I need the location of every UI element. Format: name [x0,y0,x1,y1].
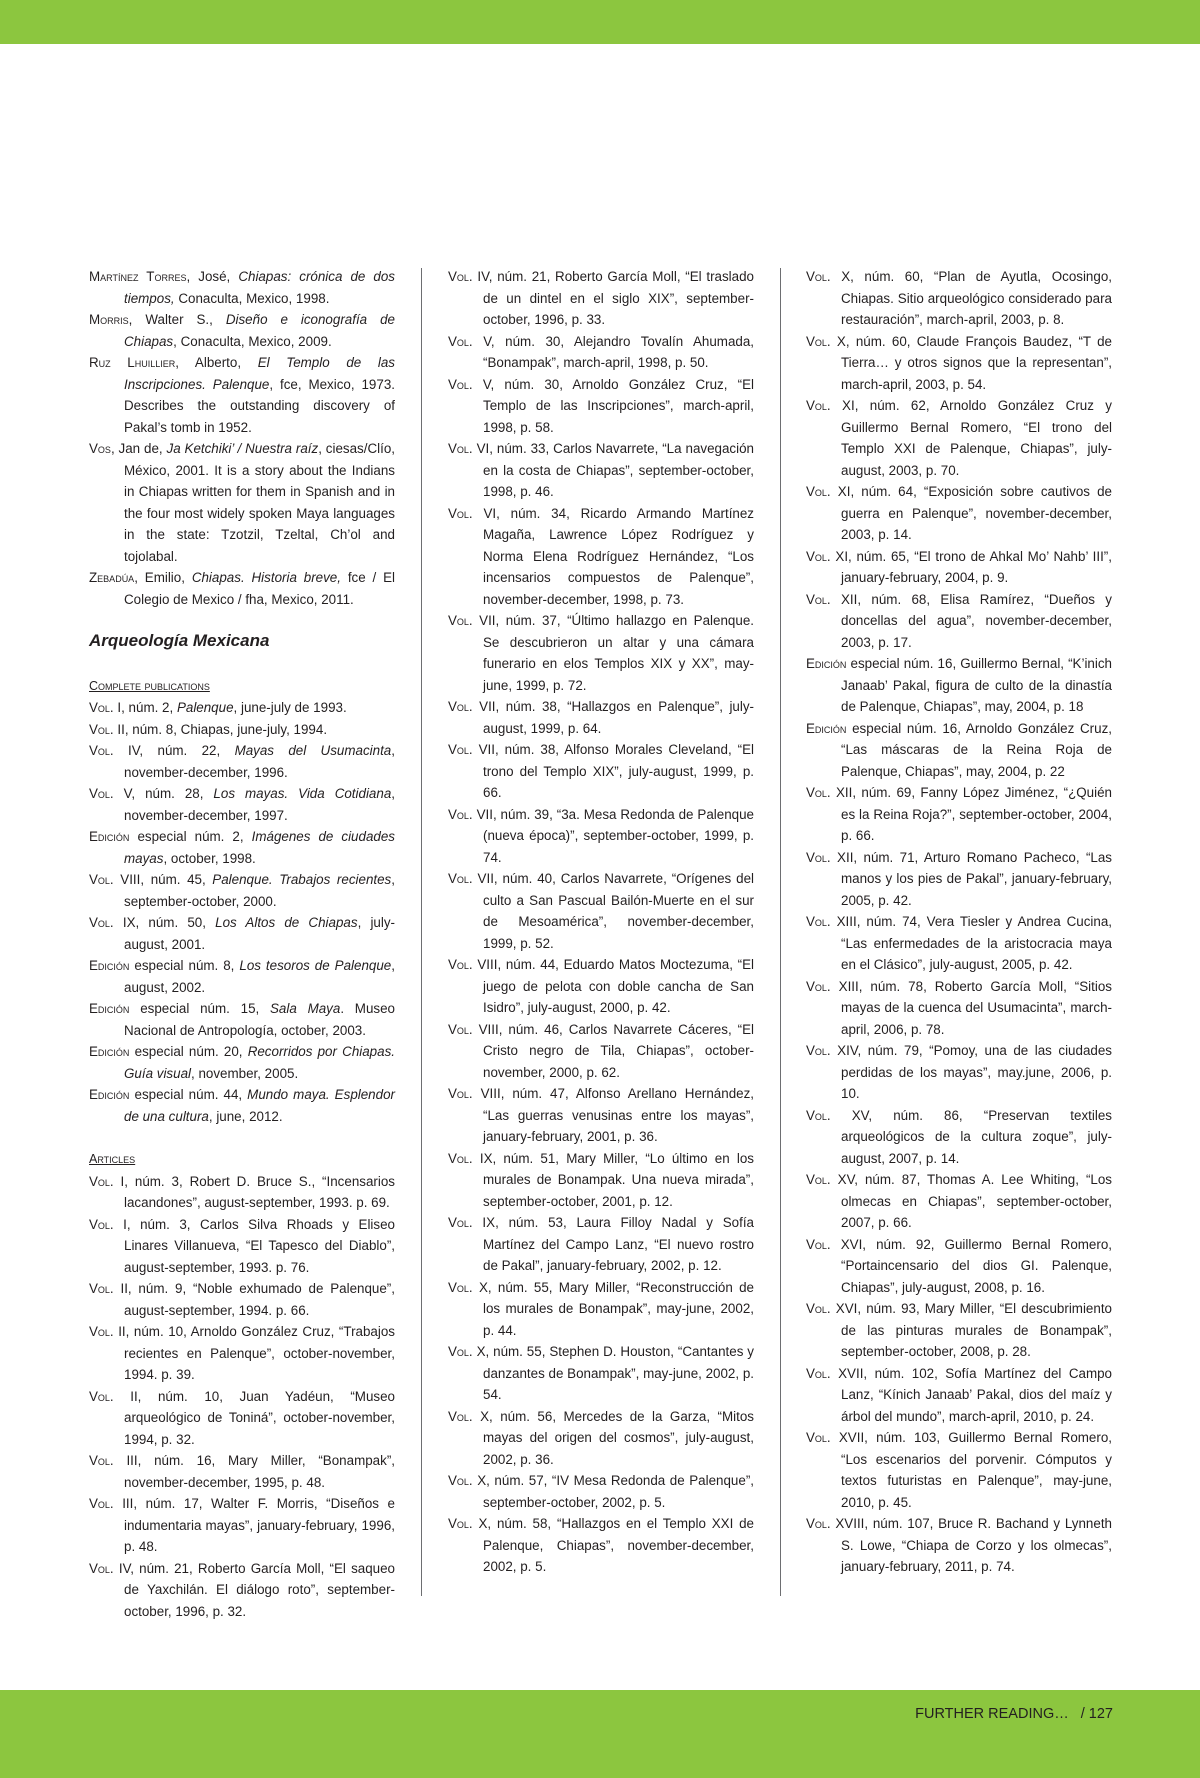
entry-lead: Edición [89,1001,130,1016]
entry-text: VIII, núm. 47, Alfonso Arellano Hernández, “Las guerras venusinas entre los mayas”, january-february, 2001, p. 36. [472,1086,754,1144]
article-entry [806,589,1112,654]
article-entry [806,976,1112,1041]
article-entry [806,911,1112,976]
article-entry [806,266,1112,331]
entry-text: , november-december, 1997. [124,786,395,823]
entry-text: VIII, núm. 46, Carlos Navarrete Cáceres, “El Cristo negro de Tila, Chiapas”, october-november, 2000, p. 62. [472,1021,754,1080]
article-entry [89,1558,395,1623]
article-entry [448,1148,754,1213]
entry-lead: Vol. [448,505,473,521]
entry-text: especial núm. 15, [129,1001,270,1016]
article-entry [806,1105,1112,1170]
entry-lead: Vol. [89,721,114,737]
entry-lead: Martínez Torres [89,269,187,284]
entry-text: IV, núm. 22, [113,743,235,758]
entry-text: XIV, núm. 79, “Pomoy, una de las ciudades perdidas de los mayas”, may.june, 2006, p. 10. [830,1043,1112,1101]
entry-lead: Edición [89,1087,130,1102]
entry-text: XI, núm. 62, Arnoldo González Cruz y Guillermo Bernal Romero, “El trono del Templo XXI de Palenque, Chiapas”, july-august, 2003, p. 70. [830,398,1112,478]
entry-text: XV, núm. 86, “Preservan textiles arqueológicos de la cultura zoque”, july-august, 2007, p. 14. [830,1107,1112,1166]
entry-lead: Edición [89,829,130,844]
page-number: 127 [1088,1706,1113,1722]
entry-lead: Vol. [448,1516,473,1531]
article-entry [448,1212,754,1277]
entry-title: Ja Ketchiki’ / Nuestra raíz [166,441,319,456]
entry-text: , Emilio, [134,570,192,585]
entry-lead: Vol. [89,786,114,801]
entry-text: , november-december, 1996. [124,743,395,780]
article-entry [448,1341,754,1406]
entry-text: , ciesas/Clío, México, 2001. It is a story about the Indians in Chiapas written for them in Spanish and in the four most widely spoken Maya languages in the state: Tzotzil, Tzeltal, Ch’ol and tojolabal. [124,441,396,564]
entry-text: XVIII, núm. 107, Bruce R. Bachand y Lynneth S. Lowe, “Chiapa de Corzo y los olmecas”, january-february, 2011, p. 74. [830,1516,1112,1574]
article-entry [806,653,1112,718]
entry-lead: Vol. [89,872,114,887]
entry-lead: Vol. [89,1388,114,1404]
article-entry [806,847,1112,912]
article-entry [448,438,754,503]
entry-lead: Vol. [89,1560,114,1576]
entry-title: Los tesoros de Palenque [239,958,392,973]
entry-text: VIII, núm. 45, [113,872,213,887]
entry-text: X, núm. 56, Mercedes de la Garza, “Mitos mayas del origen del cosmos”, july-august, 2002, p. 36. [472,1408,754,1467]
entry-text: , september-october, 2000. [124,872,395,909]
article-entry [448,610,754,696]
articles-list [806,266,1112,1578]
entry-text: III, núm. 17, Walter F. Morris, “Diseños e indumentaria mayas”, january-february, 1996, p. 48. [113,1496,395,1554]
entry-lead: Zebadúa [89,570,135,585]
entry-title: Mundo maya. Esplendor de una cultura [124,1087,395,1124]
entry-lead: Vol. [448,871,473,886]
entry-lead: Vol. [806,1430,831,1445]
entry-text: IX, núm. 53, Laura Filloy Nadal y Sofía Martínez del Campo Lanz, “El nuevo rostro de Pakal”, january-february, 2002, p. 12. [472,1215,754,1273]
entry-text: , José, [186,269,239,284]
article-entry [806,546,1112,589]
publication-entry [89,912,395,955]
article-entry [448,1019,754,1084]
entry-title: Imágenes de ciudades mayas [124,829,395,866]
entry-lead: Vol. [448,1021,473,1037]
entry-lead: Vol. [448,957,473,972]
page-separator: / [1080,1706,1085,1722]
article-entry [806,1513,1112,1578]
article-entry [89,1321,395,1386]
publication-entry [89,869,395,912]
publication-entry [89,697,395,719]
entry-lead: Vol. [806,1107,831,1123]
article-entry [448,1277,754,1342]
entry-title: Sala Maya [270,1001,341,1016]
publication-entry [89,1041,395,1084]
article-entry [448,696,754,739]
entry-lead: Edición [89,958,130,973]
entry-lead: Vol. [89,1453,114,1468]
publication-entry [89,826,395,869]
entry-lead: Ruz Lhuillier [89,355,176,370]
entry-text: X, núm. 55, Stephen D. Houston, “Cantantes y danzantes de Bonampak”, may-june, 2002, p. 54. [472,1344,754,1402]
entry-lead: Vol. [806,591,831,607]
entry-text: X, núm. 57, “IV Mesa Redonda de Palenque”, september-october, 2002, p. 5. [472,1473,754,1510]
article-entry [448,804,754,869]
entry-text: II, núm. 9, “Noble exhumado de Palenque”, august-september, 1994. p. 66. [113,1281,395,1318]
bibliography-entry [89,567,395,610]
entry-title: Los mayas. Vida Cotidiana [213,786,392,801]
entry-text: , october, 1998. [163,850,256,866]
entry-lead: Vol. [448,333,473,349]
article-entry [89,1171,395,1214]
entry-title: Los Altos de Chiapas [215,915,358,930]
column-divider [421,268,422,1596]
entry-lead: Morris [89,312,129,327]
entry-text: IX, núm. 50, [113,915,216,930]
article-entry [448,739,754,804]
entry-lead: Vol. [448,441,473,456]
entry-text: , june-july de 1993. [233,700,347,715]
entry-lead: Vol. [89,1281,114,1296]
entry-text: especial núm. 8, [129,958,240,973]
entry-text: . Museo Nacional de Antropología, october, 2003. [124,1001,395,1038]
entry-text: I, núm. 2, [113,700,177,715]
entry-lead: Vol. [806,398,831,413]
entry-text: , august, 2002. [124,958,395,995]
entry-title: Diseño e iconografía de Chiapas [124,312,395,349]
bibliography-entry [89,352,395,438]
entry-text: fce / El Colegio de Mexico / fha, Mexico, 2011. [124,570,396,607]
entry-text: I, núm. 3, Robert D. Bruce S., “Incensarios lacandones”, august-september, 1993. p. 69. [113,1173,395,1210]
entry-text: , Walter S., [128,312,226,327]
entry-lead: Vol. [448,806,473,822]
entry-lead: Vol. [448,742,473,757]
entry-text: XI, núm. 65, “El trono de Ahkal Mo’ Nahb’ III”, january-february, 2004, p. 9. [830,548,1112,585]
entry-text: XVI, núm. 92, Guillermo Bernal Romero, “Portaincensario del dios GI. Palenque, Chiapas”, july-august, 2008, p. 16. [830,1236,1112,1295]
bibliography-entry [89,266,395,309]
entry-lead: Vol. [448,613,473,628]
article-entry [806,1363,1112,1428]
entry-title: Chiapas. Historia breve, [191,570,341,585]
entry-lead: Vol. [806,1301,831,1316]
articles-heading: Articles [89,1152,136,1166]
section-title: Arqueología Mexicana [89,631,270,650]
article-entry [448,503,754,611]
entry-lead: Vol. [448,1086,473,1101]
articles-list [89,1171,395,1623]
entry-text: X, núm. 60, “Plan de Ayutla, Ocosingo, Chiapas. Sitio arqueológico considerado para restauración”, march-april, 2003, p. 8. [830,269,1112,327]
article-entry [89,1278,395,1321]
entry-lead: Vol. [806,1516,831,1531]
entry-lead: Edición [806,656,847,671]
entry-lead: Edición [806,720,847,736]
entry-text: , november, 2005. [191,1065,299,1081]
running-title: FURTHER READING… [915,1706,1069,1722]
entry-lead: Vol. [89,1324,114,1339]
article-entry [806,1169,1112,1234]
article-entry [806,331,1112,396]
entry-text: XVII, núm. 102, Sofía Martínez del Campo Lanz, “Kínich Janaab’ Pakal, dios del maíz y árbol del mundo”, march-april, 2010, p. 24. [830,1365,1112,1424]
entry-lead: Vol. [806,484,831,499]
article-entry [806,395,1112,481]
publication-entry [89,719,395,741]
entry-text: XV, núm. 87, Thomas A. Lee Whiting, “Los olmecas en Chiapas”, september-october, 2007, p. 66. [830,1172,1112,1230]
publication-entry [89,955,395,998]
entry-text: , Alberto, [175,355,258,370]
article-entry [89,1493,395,1558]
entry-text: XII, núm. 68, Elisa Ramírez, “Dueños y doncellas del agua”, november-december, 2003, p. 17. [830,591,1112,650]
entry-text: VII, núm. 37, “Último hallazgo en Palenque. Se descubrieron un altar y una cámara funerario en elos Templos XIX y XX”, may-june, 1999, p. 72. [472,613,754,693]
entry-text: XVII, núm. 103, Guillermo Bernal Romero, “Los escenarios del porvenir. Cómputos y textos futuristas en Palenque”, may-june, 2010, p. 45. [830,1430,1112,1510]
publication-entry [89,740,395,783]
entry-text: , june, 2012. [208,1108,283,1124]
entry-text: II, núm. 10, Arnoldo González Cruz, “Trabajos recientes en Palenque”, october-november, 1994. p. 39. [113,1324,395,1382]
entry-lead: Vol. [806,1236,831,1252]
entry-text: VI, núm. 33, Carlos Navarrete, “La navegación en la costa de Chiapas”, september-october, 1998, p. 46. [472,441,754,499]
entry-text: IV, núm. 21, Roberto García Moll, “El traslado de un dintel en el siglo XIX”, september-october, 1996, p. 33. [472,269,754,327]
publication-entry [89,998,395,1041]
entry-lead: Vol. [806,914,831,929]
entry-text: especial núm. 16, Guillermo Bernal, “K’inich Janaab’ Pakal, figura de culto de la dinastía de Palenque, Chiapas”, may, 2004, p. 18 [841,656,1112,714]
article-entry [448,954,754,1019]
entry-text: VIII, núm. 44, Eduardo Matos Moctezuma, “El juego de pelota con doble cancha de San Isidro”, july-august, 2000, p. 42. [472,957,754,1015]
entry-text: XII, núm. 71, Arturo Romano Pacheco, “Las manos y los pies de Pakal”, january-february, 2005, p. 42. [830,849,1112,908]
article-entry [448,868,754,954]
entry-text: especial núm. 2, [129,829,252,844]
article-entry [448,1083,754,1148]
bibliography-list [89,266,395,610]
entry-text: IX, núm. 51, Mary Miller, “Lo último en los murales de Bonampak. Una nueva mirada”, september-october, 2001, p. 12. [472,1150,754,1209]
entry-text: especial núm. 44, [129,1087,248,1102]
article-entry [448,1513,754,1578]
article-entry [806,1234,1112,1299]
entry-lead: Vol. [89,915,114,930]
entry-lead: Edición [89,1044,130,1059]
articles-list [448,266,754,1578]
article-entry [448,1470,754,1513]
entry-text: especial núm. 20, [129,1044,248,1059]
entry-lead: Vol. [806,1172,831,1187]
entry-lead: Vol. [448,376,473,392]
entry-lead: Vol. [806,333,831,349]
entry-text: XII, núm. 69, Fanny López Jiménez, “¿Quién es la Reina Roja?”, september-october, 2004, p. 66. [830,785,1112,843]
entry-lead: Vos [89,441,111,456]
entry-title: El Templo de las Inscripciones. Palenque [124,355,395,392]
entry-title: Chiapas: crónica de dos tiempos, [124,269,396,306]
entry-lead: Vol. [89,743,114,758]
entry-lead: Vol. [806,548,831,564]
entry-lead: Vol. [89,1216,114,1232]
entry-text: VII, núm. 40, Carlos Navarrete, “Orígenes del culto a San Pascual Bailón-Muerte en el sur de Mesoamérica”, november-december, 1999, p. 52. [472,871,754,951]
bibliography-entry [89,309,395,352]
entry-text: VII, núm. 38, Alfonso Morales Cleveland, “El trono del Templo XIX”, july-august, 1999, p. 66. [472,742,754,800]
entry-text: I, núm. 3, Carlos Silva Rhoads y Eliseo Linares Villanueva, “El Tapesco del Diablo”, august-september, 1993. p. 76. [113,1216,395,1275]
entry-text: II, núm. 10, Juan Yadéun, “Museo arqueológico de Toniná”, october-november, 1994, p. 32. [113,1388,395,1447]
entry-text: II, núm. 8, Chiapas, june-july, 1994. [113,721,328,737]
entry-title: Recorridos por Chiapas. Guía visual [124,1044,395,1081]
entry-text: XIII, núm. 74, Vera Tiesler y Andrea Cucina, “Las enfermedades de la aristocracia maya en el Clásico”, july-august, 2005, p. 42. [830,914,1112,972]
entry-lead: Vol. [806,978,831,994]
bibliography-entry [89,438,395,567]
entry-text: X, núm. 58, “Hallazgos en el Templo XXI de Palenque, Chiapas”, november-december, 2002, p. 5. [472,1516,754,1574]
page-footer [915,1706,1113,1722]
entry-text: VI, núm. 34, Ricardo Armando Martínez Magaña, Lawrence López Rodríguez y Norma Elena Rodríguez Hernández, “Los incensarios compuestos de Palenque”, november-december, 1998, p. 73. [472,505,754,607]
article-entry [806,1040,1112,1105]
entry-text: VII, núm. 39, “3a. Mesa Redonda de Palenque (nueva época)”, september-october, 1999, p. 74. [472,806,754,865]
entry-lead: Vol. [448,699,473,714]
article-entry [806,1298,1112,1363]
article-entry [806,718,1112,783]
entry-text: , Conaculta, Mexico, 2009. [173,333,332,349]
article-entry [89,1214,395,1279]
column-divider [780,268,781,1596]
entry-text: especial núm. 16, Arnoldo González Cruz, “Las máscaras de la Reina Roja de Palenque, Chiapas”, may, 2004, p. 22 [841,720,1112,779]
entry-text: IV, núm. 21, Roberto García Moll, “El saqueo de Yaxchilán. El diálogo roto”, september-october, 1996, p. 32. [113,1560,395,1619]
entry-lead: Vol. [806,269,831,284]
entry-text: V, núm. 28, [113,786,214,801]
entry-text: VII, núm. 38, “Hallazgos en Palenque”, july-august, 1999, p. 64. [472,699,754,736]
entry-text: V, núm. 30, Arnoldo González Cruz, “El Templo de las Inscripciones”, march-april, 1998, p. 58. [472,376,754,435]
article-entry [448,1406,754,1471]
entry-text: XIII, núm. 78, Roberto García Moll, “Sitios mayas de la cuenca del Usumacinta”, march-april, 2006, p. 78. [830,978,1112,1037]
column-1 [89,266,395,1622]
article-entry [448,331,754,374]
entry-text: , Jan de, [110,441,167,456]
article-entry [448,266,754,331]
entry-text: X, núm. 55, Mary Miller, “Reconstrucción de los murales de Bonampak”, may-june, 2002, p. 44. [472,1279,754,1338]
entry-lead: Vol. [448,1473,473,1488]
article-entry [89,1450,395,1493]
entry-text: XVI, núm. 93, Mary Miller, “El descubrimiento de las pinturas murales de Bonampak”, september-october, 2008, p. 28. [830,1301,1112,1359]
article-entry [89,1386,395,1451]
column-3 [806,266,1112,1578]
entry-lead: Vol. [806,849,831,865]
entry-lead: Vol. [448,1150,473,1166]
complete-publications-heading: Complete publications [89,678,210,693]
entry-title: Palenque. Trabajos recientes [212,872,392,887]
entry-lead: Vol. [448,1215,473,1230]
entry-text: , july-august, 2001. [124,915,396,952]
entry-lead: Vol. [448,269,473,284]
entry-lead: Vol. [806,785,831,800]
top-color-bar [0,0,1200,44]
article-entry [806,782,1112,847]
entry-text: , fce, Mexico, 1973. Describes the outstanding discovery of Pakal’s tomb in 1952. [124,376,395,435]
article-entry [806,1427,1112,1513]
entry-text: III, núm. 16, Mary Miller, “Bonampak”, november-december, 1995, p. 48. [113,1453,395,1490]
entry-text: XI, núm. 64, “Exposición sobre cautivos de guerra en Palenque”, november-december, 2003, p. 14. [830,484,1112,542]
article-entry [448,374,754,439]
entry-lead: Vol. [89,700,114,715]
entry-text: X, núm. 60, Claude François Baudez, “T de Tierra… y otros signos que la representan”, march-april, 2003, p. 54. [830,333,1112,392]
entry-lead: Vol. [448,1279,473,1295]
entry-lead: Vol. [89,1496,114,1511]
entry-lead: Vol. [448,1408,473,1424]
entry-lead: Vol. [806,1043,831,1058]
entry-lead: Vol. [448,1344,473,1359]
entry-lead: Vol. [806,1365,831,1381]
article-entry [806,481,1112,546]
footer-color-bar [0,1690,1200,1778]
entry-text: V, núm. 30, Alejandro Tovalín Ahumada, “Bonampak”, march-april, 1998, p. 50. [472,333,754,370]
entry-title: Palenque [176,700,234,715]
entry-text: Conaculta, Mexico, 1998. [174,290,330,306]
publication-entry [89,783,395,826]
publication-entry [89,1084,395,1127]
complete-publications-list [89,697,395,1127]
entry-title: Mayas del Usumacinta [234,743,392,758]
entry-lead: Vol. [89,1173,114,1189]
column-2 [448,266,754,1578]
